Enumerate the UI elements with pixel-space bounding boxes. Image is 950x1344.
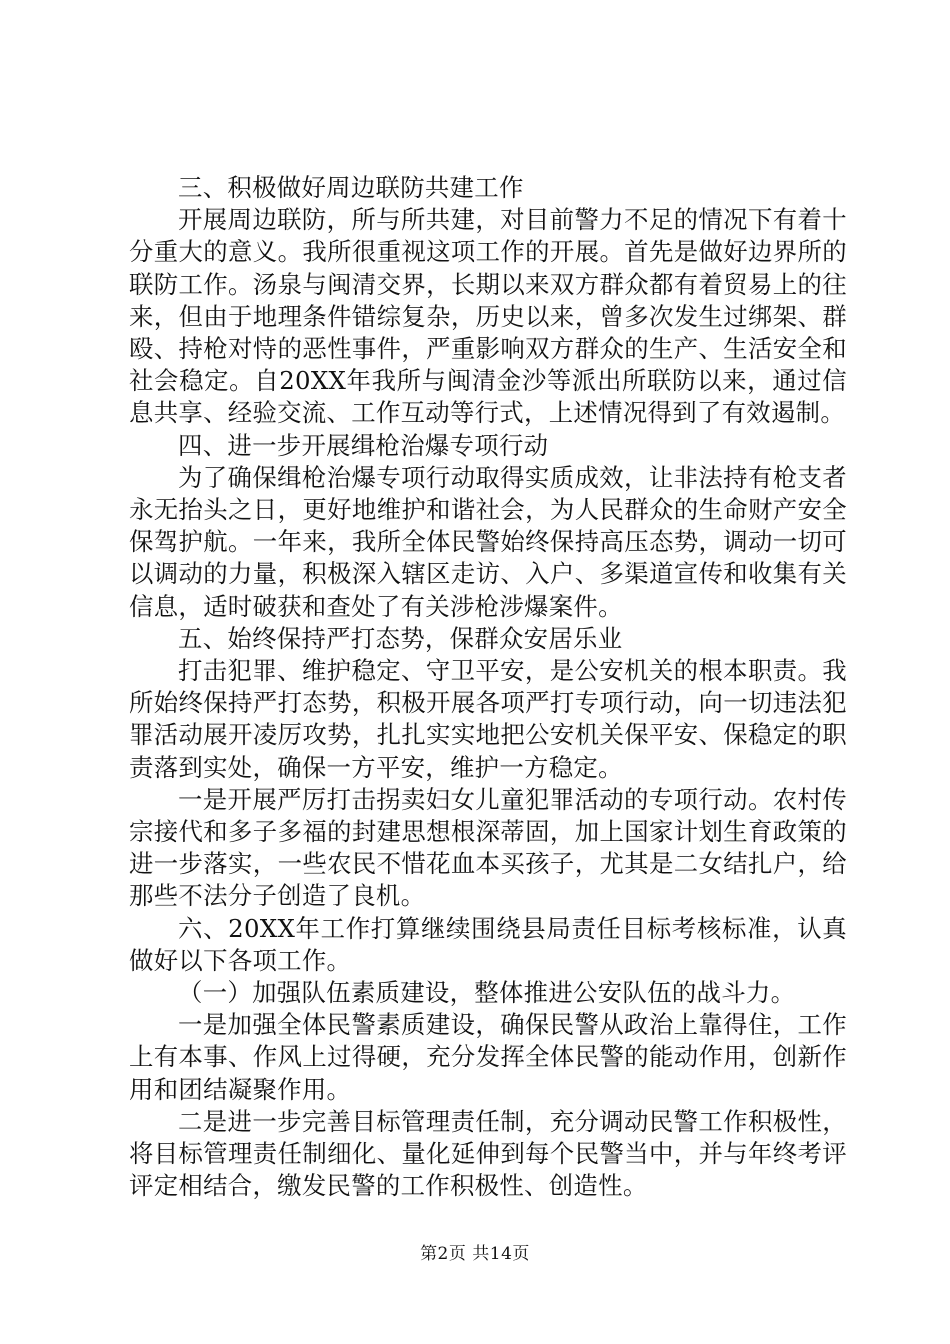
section-heading-6: 六、20XX年工作打算继续围绕县局责任目标考核标准，认真做好以下各项工作。 (129, 913, 847, 975)
paragraph: 打击犯罪、维护稳定、守卫平安，是公安机关的根本职责。我所始终保持严打态势，积极开展各项严打专项行动，向一切违法犯罪活动展开凌厉攻势，扎扎实实地把公安机关保平安、保稳定的职责落到实处，确保一方平安，维护一方稳定。 (129, 656, 847, 782)
paragraph: 为了确保缉枪治爆专项行动取得实质成效，让非法持有枪支者永无抬头之日，更好地维护和谐社会，为人民群众的生命财产安全保驾护航。一年来，我所全体民警始终保持高压态势，调动一切可以调动的力量，积极深入辖区走访、入户、多渠道宣传和收集有关信息，适时破获和查处了有关涉枪涉爆案件。 (129, 462, 847, 621)
section-heading-5: 五、始终保持严打态势，保群众安居乐业 (178, 623, 623, 653)
page-footer: 第2页 共14页 (420, 1244, 530, 1264)
subsection-heading-1: （一）加强队伍素质建设，整体推进公安队伍的战斗力。 (178, 978, 796, 1008)
document-body (129, 172, 847, 1203)
paragraph: 一是加强全体民警素质建设，确保民警从政治上靠得住，工作上有本事、作风上过得硬，充分发挥全体民警的能动作用，创新作用和团结凝聚作用。 (129, 1010, 847, 1104)
paragraph: 二是进一步完善目标管理责任制，充分调动民警工作积极性，将目标管理责任制细化、量化延伸到每个民警当中，并与年终考评评定相结合，缴发民警的工作积极性、创造性。 (129, 1106, 847, 1201)
paragraph: 一是开展严厉打击拐卖妇女儿童犯罪活动的专项行动。农村传宗接代和多子多福的封建思想根深蒂固，加上国家计划生育政策的进一步落实，一些农民不惜花血本买孩子，尤其是二女结扎户，给那些不法分子创造了良机。 (129, 784, 847, 911)
paragraph: 开展周边联防，所与所共建，对目前警力不足的情况下有着十分重大的意义。我所很重视这项工作的开展。首先是做好边界所的联防工作。汤泉与闽清交界，长期以来双方群众都有着贸易上的往来，但由于地理条件错综复杂，历史以来，曾多次发生过绑架、群殴、持枪对恃的恶性事件，严重影响双方群众的生产、生活安全和社会稳定。自20XX年我所与闽清金沙等派出所联防以来，通过信息共享、经验交流、工作互动等行式，上述情况得到了有效遏制。 (129, 205, 847, 428)
section-heading-3: 三、积极做好周边联防共建工作 (178, 173, 524, 202)
section-heading-4: 四、进一步开展缉枪治爆专项行动 (178, 430, 549, 460)
